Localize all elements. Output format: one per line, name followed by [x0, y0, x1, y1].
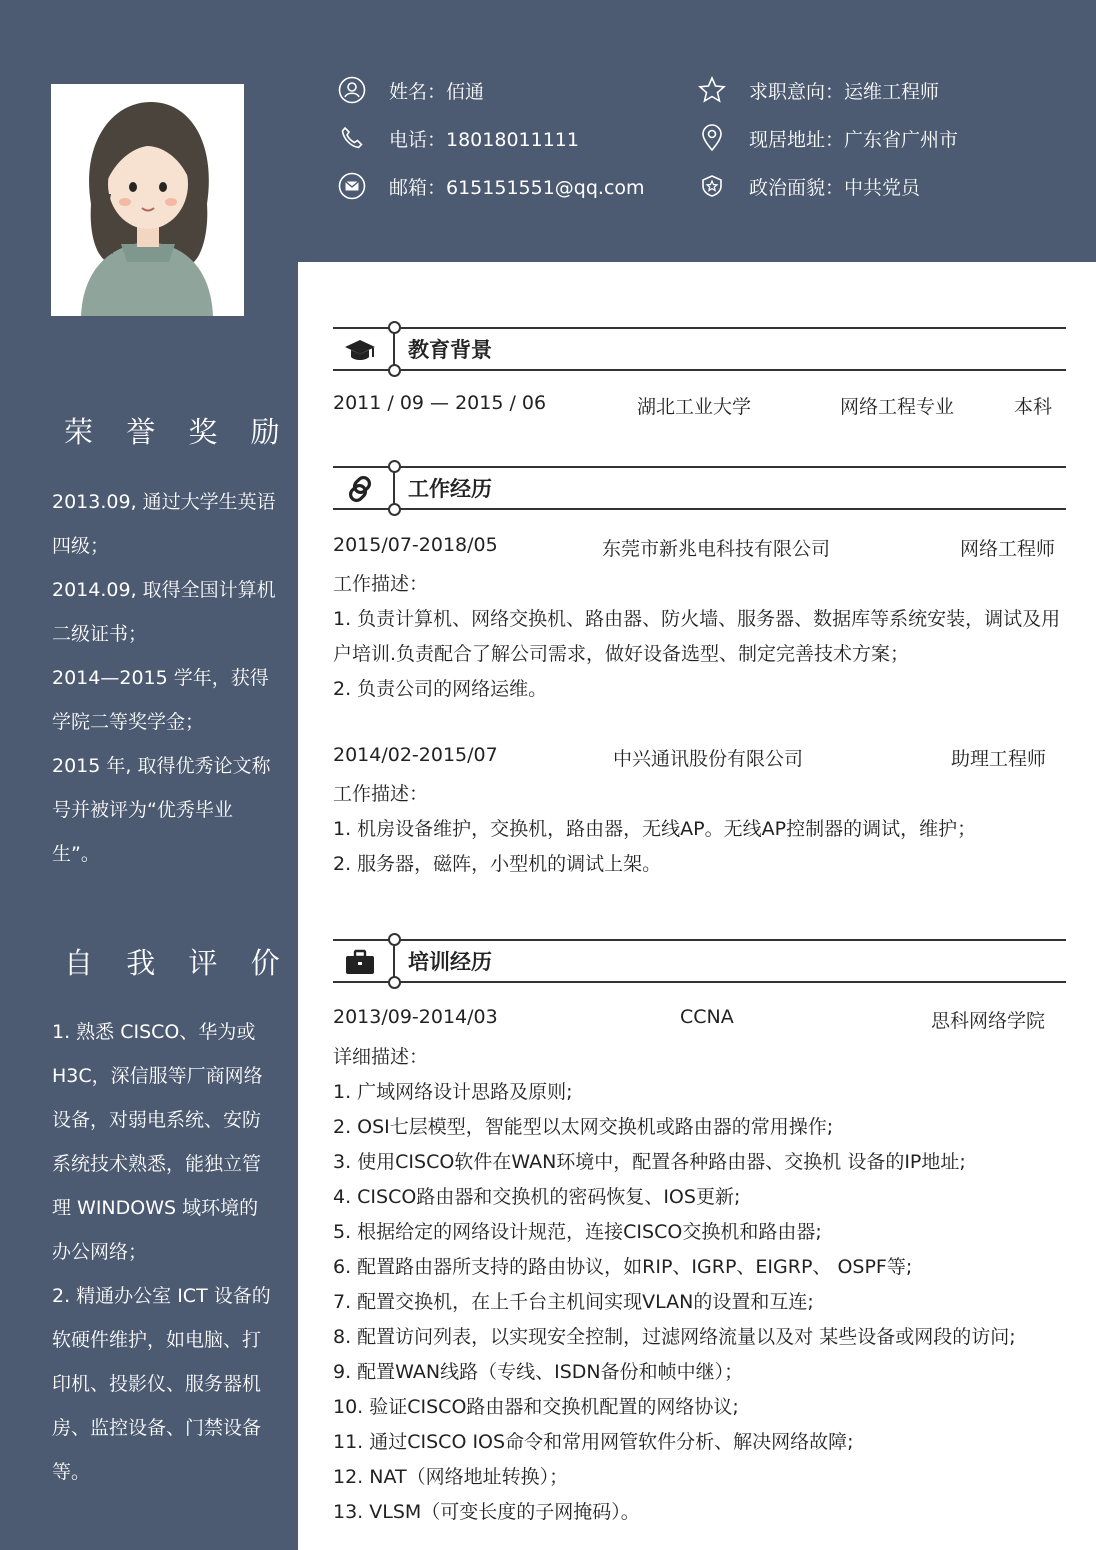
honors-line: 号并被评为“优秀毕业	[52, 799, 233, 821]
address-field	[697, 118, 958, 158]
phone-icon	[337, 123, 367, 153]
honors-line: 二级证书；	[52, 623, 148, 645]
training-line: 7. 配置交换机，在上千台主机间实现VLAN的设置和互连;	[333, 1291, 814, 1313]
graduation-cap-icon	[343, 335, 377, 365]
job-company: 东莞市新兆电科技有限公司	[602, 538, 831, 560]
self-eval-line: 等。	[52, 1461, 91, 1483]
training-line: 8. 配置访问列表，以实现安全控制，过滤网络流量以及对 某些设备或网段的访问;	[333, 1326, 1016, 1348]
work-title: 工作经历	[408, 477, 492, 501]
training-line: 1. 广域网络设计思路及原则;	[333, 1081, 573, 1103]
job-desc-line: 1. 机房设备维护，交换机，路由器，无线AP。无线AP控制器的调试，维护；	[333, 818, 977, 840]
job-company: 中兴通讯股份有限公司	[613, 748, 804, 770]
training-line: 12. NAT（网络地址转换）；	[333, 1466, 569, 1488]
politics-label: 政治面貌：中共党员	[749, 176, 921, 199]
email-field	[337, 166, 645, 206]
honors-list	[52, 480, 276, 876]
job-desc-line: 户培训.负责配合了解公司需求，做好设备选型、制定完善技术方案；	[333, 643, 910, 665]
self-eval-line: 软硬件维护，如电脑、打	[52, 1329, 262, 1351]
self-eval-line: 系统技术熟悉，能独立管	[52, 1153, 262, 1175]
self-eval-line: 印机、投影仪、服务器机	[52, 1373, 262, 1395]
briefcase-icon	[343, 947, 377, 977]
honors-line: 四级；	[52, 535, 110, 557]
job-desc-line: 2. 服务器，磁阵，小型机的调试上架。	[333, 853, 662, 875]
training-line: 4. CISCO路由器和交换机的密码恢复、IOS更新;	[333, 1186, 741, 1208]
phone-field	[337, 118, 579, 158]
job-desc-line: 2. 负责公司的网络运维。	[333, 678, 548, 700]
honors-title: 荣 誉 奖 励	[64, 415, 292, 449]
name-label: 姓名：佰通	[389, 80, 485, 103]
job-label: 求职意向：运维工程师	[749, 80, 940, 103]
phone-label: 电话：18018011111	[389, 128, 579, 151]
self-eval-title: 自 我 评 价	[64, 946, 292, 980]
star-icon	[697, 75, 727, 105]
job-desc-line: 1. 负责计算机、网络交换机、路由器、防火墙、服务器、数据库等系统安装，调试及用	[333, 608, 1061, 630]
education-school: 湖北工业大学	[637, 396, 752, 418]
education-period: 2011 / 09 — 2015 / 06	[333, 392, 547, 414]
job-position: 网络工程师	[960, 538, 1056, 560]
training-line: 3. 使用CISCO软件在WAN环境中，配置各种路由器、交换机 设备的IP地址;	[333, 1151, 966, 1173]
avatar	[51, 84, 244, 316]
training-line: 10. 验证CISCO路由器和交换机配置的网络协议;	[333, 1396, 739, 1418]
training-period: 2013/09-2014/03	[333, 1006, 498, 1028]
training-line: 5. 根据给定的网络设计规范，连接CISCO交换机和路由器;	[333, 1221, 822, 1243]
self-eval-list	[52, 1010, 271, 1494]
self-eval-line: 2. 精通办公室 ICT 设备的	[52, 1285, 271, 1307]
training-line: 13. VLSM（可变长度的子网掩码）。	[333, 1501, 640, 1523]
honors-line: 生”。	[52, 843, 100, 865]
honors-line: 2015 年, 取得优秀论文称	[52, 755, 271, 777]
link-icon	[343, 474, 377, 504]
job-field	[697, 70, 939, 110]
email-icon	[337, 171, 367, 201]
education-section-header	[333, 327, 1066, 371]
training-line: 11. 通过CISCO IOS命令和常用网管软件分析、解决网络故障;	[333, 1431, 854, 1453]
badge-icon	[697, 171, 727, 201]
training-line: 2. OSI七层模型，智能型以太网交换机或路由器的常用操作;	[333, 1116, 834, 1138]
honors-line: 2014.09, 取得全国计算机	[52, 579, 276, 601]
user-icon	[337, 75, 367, 105]
location-icon	[697, 123, 727, 153]
honors-line: 2014—2015 学年，获得	[52, 667, 269, 689]
job-period: 2015/07-2018/05	[333, 534, 498, 556]
honors-line: 学院二等奖学金；	[52, 711, 205, 733]
job-period: 2014/02-2015/07	[333, 744, 498, 766]
education-major: 网络工程专业	[840, 396, 955, 418]
email-label: 邮箱：615151551@qq.com	[389, 176, 645, 199]
honors-line: 2013.09, 通过大学生英语	[52, 491, 276, 513]
training-desc-label: 详细描述：	[333, 1046, 429, 1068]
training-institute: 思科网络学院	[931, 1010, 1046, 1032]
self-eval-line: 房、监控设备、门禁设备	[52, 1417, 262, 1439]
training-title: 培训经历	[408, 950, 492, 974]
self-eval-line: 理 WINDOWS 域环境的	[52, 1197, 259, 1219]
self-eval-line: H3C，深信服等厂商网络	[52, 1065, 263, 1087]
education-title: 教育背景	[408, 338, 492, 362]
work-section-header	[333, 466, 1066, 510]
education-degree: 本科	[1014, 396, 1053, 418]
name-field	[337, 70, 484, 110]
self-eval-line: 1. 熟悉 CISCO、华为或	[52, 1021, 256, 1043]
self-eval-line: 设备，对弱电系统、安防	[52, 1109, 262, 1131]
politics-field	[697, 166, 920, 206]
training-line: 9. 配置WAN线路（专线、ISDN备份和帧中继）；	[333, 1361, 744, 1383]
job-desc-label: 工作描述：	[333, 573, 429, 595]
training-line: 6. 配置路由器所支持的路由协议，如RIP、IGRP、EIGRP、 OSPF等;	[333, 1256, 913, 1278]
job-position: 助理工程师	[951, 748, 1047, 770]
job-desc-label: 工作描述：	[333, 783, 429, 805]
training-course: CCNA	[680, 1006, 734, 1028]
training-section-header	[333, 939, 1066, 983]
address-label: 现居地址：广东省广州市	[749, 128, 959, 151]
self-eval-line: 办公网络；	[52, 1241, 148, 1263]
